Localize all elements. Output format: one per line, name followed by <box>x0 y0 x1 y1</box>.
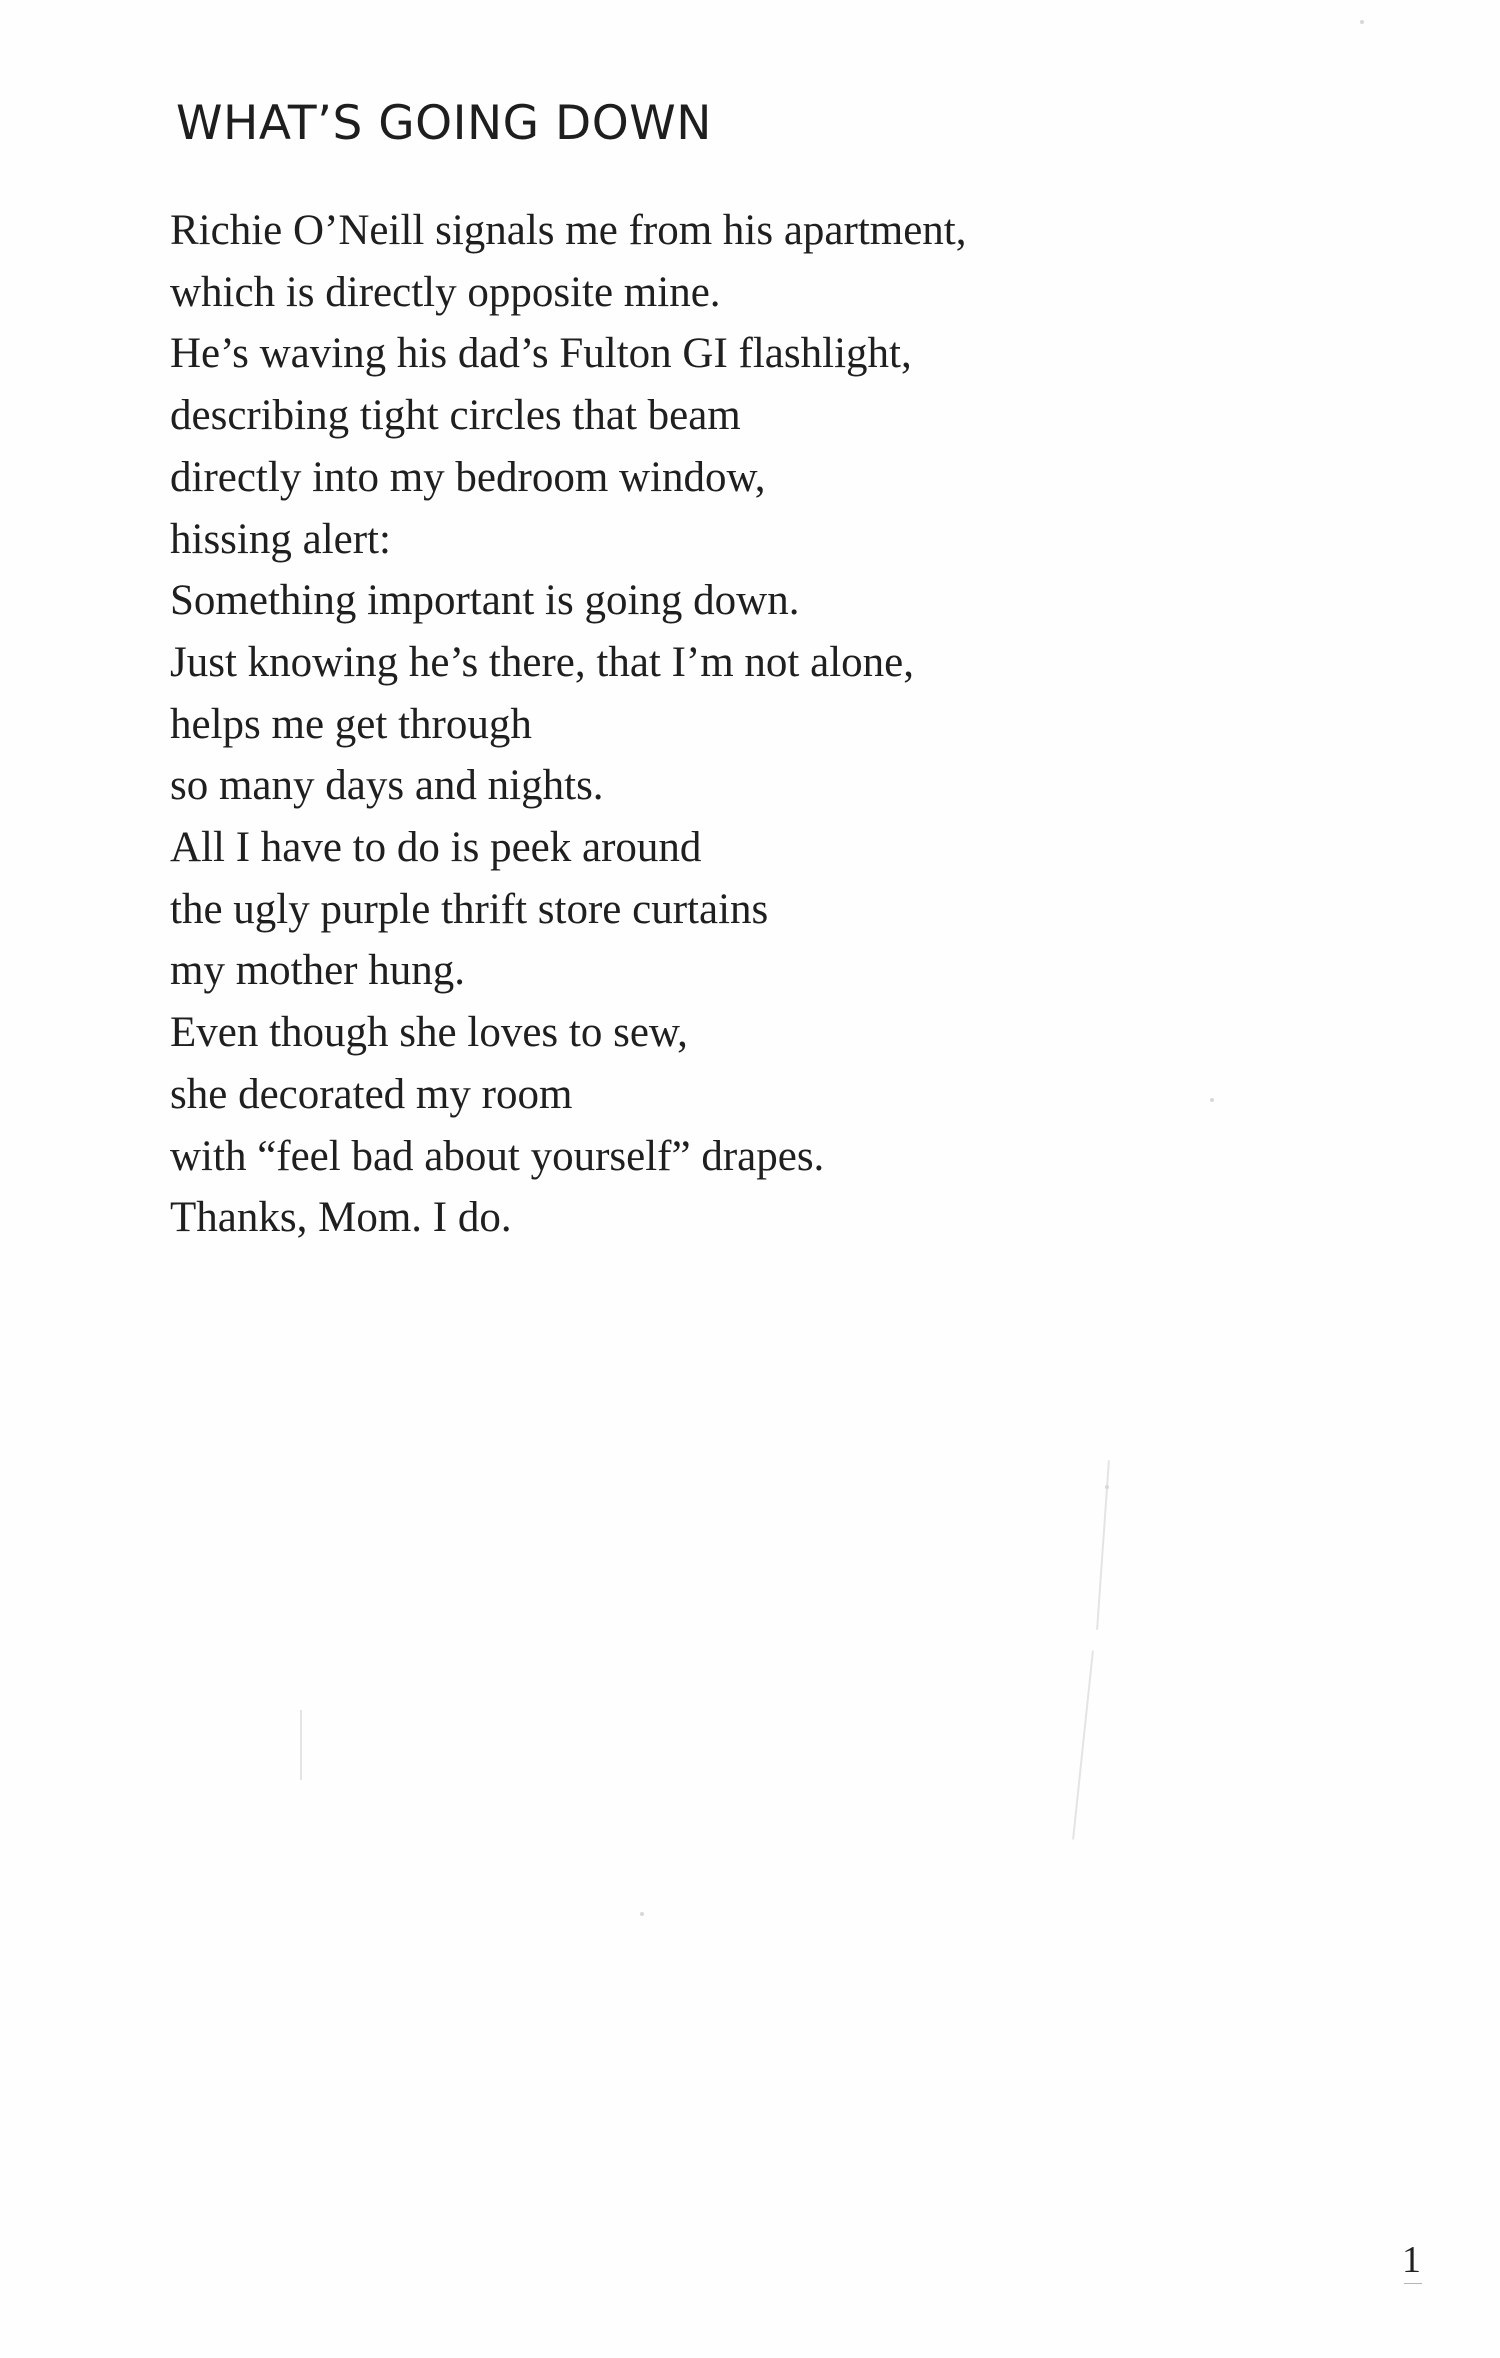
poem-line: which is directly opposite mine. <box>170 268 721 316</box>
scan-artifact <box>300 1710 302 1780</box>
poem-line: Something important is going down. <box>170 577 800 625</box>
scan-artifact <box>1072 1650 1093 1839</box>
page-number: 1 <box>1402 2239 1421 2281</box>
scan-artifact <box>1360 20 1364 24</box>
poem-line: directly into my bedroom window, <box>170 453 766 501</box>
poem-line: All I have to do is peek around <box>170 824 702 872</box>
scan-artifact <box>640 1912 644 1916</box>
poem-line: Just knowing he’s there, that I’m not alone, <box>170 638 914 686</box>
poem-title: WHAT’S GOING DOWN <box>176 96 712 151</box>
poem-line: Even though she loves to sew, <box>170 1009 688 1057</box>
poem-line: she decorated my room <box>170 1070 573 1118</box>
page-number-rule <box>1404 2283 1422 2284</box>
scan-artifact <box>1105 1485 1109 1489</box>
poem-line: describing tight circles that beam <box>170 392 741 440</box>
poem-body <box>170 200 967 1249</box>
poem-line: with “feel bad about yourself” drapes. <box>170 1132 825 1180</box>
poem-line: Richie O’Neill signals me from his apartment, <box>170 207 967 254</box>
poem-line: helps me get through <box>170 700 532 748</box>
poem-line: hissing alert: <box>170 515 391 563</box>
poem-line: Thanks, Mom. I do. <box>170 1194 512 1242</box>
poem-line: so many days and nights. <box>170 762 604 810</box>
poem-line: the ugly purple thrift store curtains <box>170 885 769 933</box>
poem-line: He’s waving his dad’s Fulton GI flashlight, <box>170 330 912 378</box>
scan-artifact <box>1210 1098 1214 1102</box>
poem-line: my mother hung. <box>170 947 465 995</box>
